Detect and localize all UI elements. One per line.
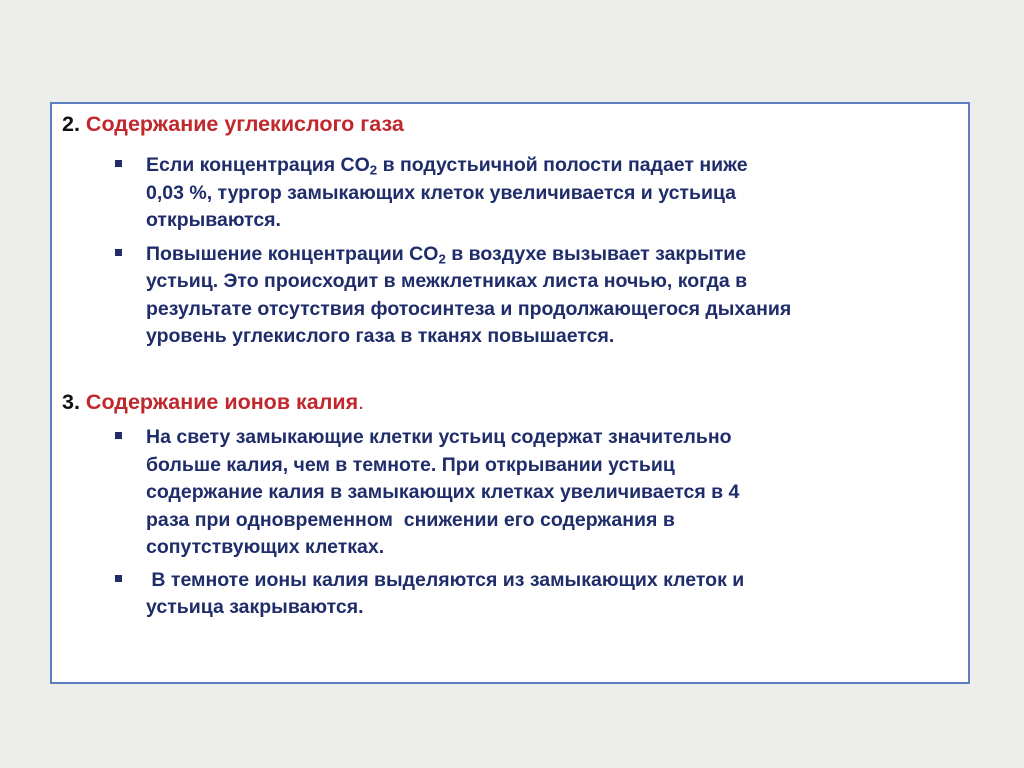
square-bullet-icon — [115, 249, 122, 256]
bullet-list — [62, 424, 952, 622]
square-bullet-icon — [115, 432, 122, 439]
section-number: 2. — [62, 112, 80, 136]
section-title: Содержание углекислого газа — [85, 112, 404, 136]
section-co2 — [62, 110, 952, 351]
bullet-item: В темноте ионы калия выделяются из замыкающих клеток и устьица закрываются. — [62, 567, 952, 622]
bullet-item: Если концентрация $CO_2$ в подустьичной полости падает ниже 0,03 %, тургор замыкающих клеток увеличивается и устьица открываются. — [62, 152, 952, 235]
bullet-item: Повышение концентрации $CO_2$ в воздухе вызывает закрытие устьиц. Это происходит в межклетниках листа ночью, когда в результате отсутствия фотосинтеза и продолжающегося дыхания уровень углекислого газа в тканях повышается. — [62, 241, 952, 351]
section-title: Содержание ионов калия — [85, 390, 359, 414]
square-bullet-icon — [115, 575, 122, 582]
section-heading — [62, 110, 952, 138]
section-number: 3. — [62, 390, 80, 414]
bullet-list — [62, 152, 952, 351]
square-bullet-icon — [115, 160, 122, 167]
section-potassium — [62, 388, 952, 622]
content-panel — [50, 102, 970, 684]
bullet-item: На свету замыкающие клетки устьиц содержат значительно больше калия, чем в темноте. При открывании устьиц содержание калия в замыкающих клетках увеличивается в 4 раза при одновременном снижении его содержания в сопутствующих клетках. — [62, 424, 952, 562]
section-heading: 3. Содержание ионов калия. — [62, 390, 365, 414]
